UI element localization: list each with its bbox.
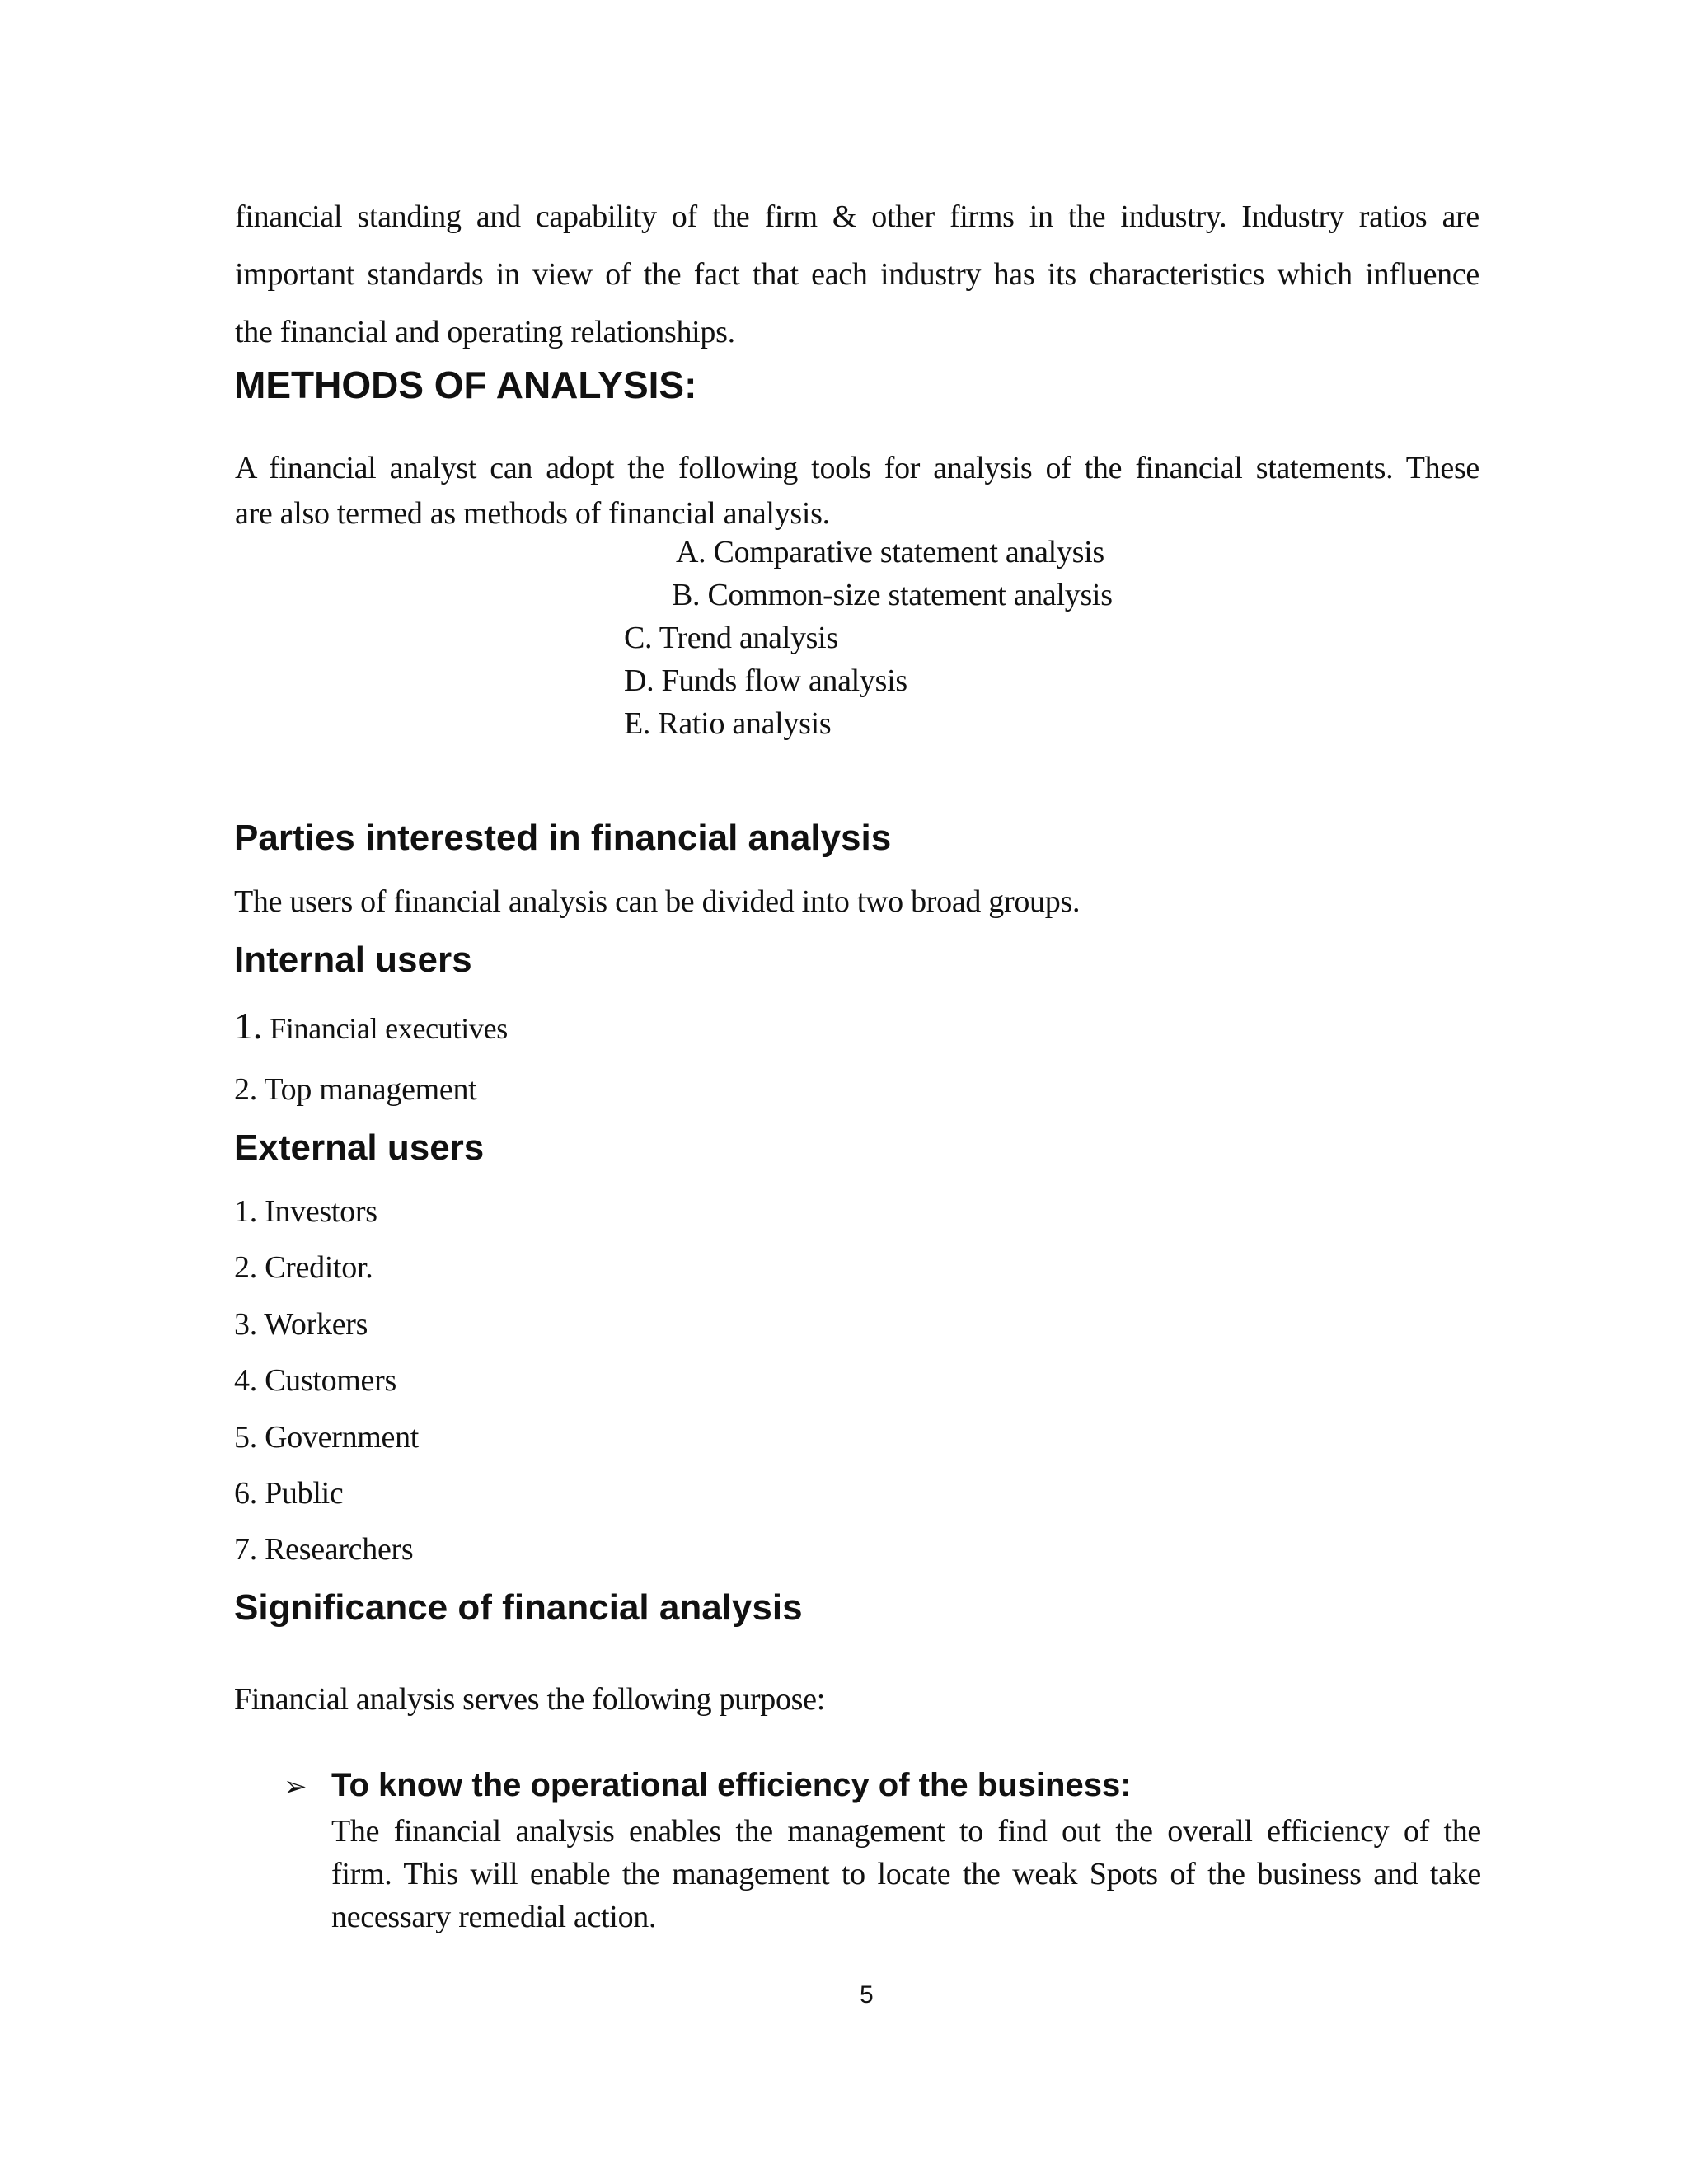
internal-user-number: 2. [234, 1072, 257, 1107]
bullet-line-2: firm. This will enable the management to locate the weak Spots of the business and take [331, 1857, 1481, 1891]
external-user-item: 6. Public [234, 1476, 344, 1511]
methods-item-a: A. Comparative statement analysis [676, 535, 1104, 569]
arrow-bullet-icon: ➢ [284, 1770, 307, 1803]
methods-intro [235, 446, 1479, 537]
methods-item-d: D. Funds flow analysis [624, 663, 907, 698]
methods-intro-line-1: A financial analyst can adopt the following tools for analysis of the financial statements. These [235, 451, 1479, 485]
external-users-heading: External users [234, 1127, 485, 1168]
external-user-item: 3. Workers [234, 1307, 368, 1342]
significance-intro: Financial analysis serves the following purpose: [234, 1682, 825, 1717]
internal-user-number: 1. [234, 1005, 262, 1047]
parties-text: The users of financial analysis can be divided into two broad groups. [234, 884, 1081, 919]
bullet-line-1: The financial analysis enables the management to find out the overall efficiency of the [331, 1814, 1481, 1849]
methods-item-b: B. Common-size statement analysis [672, 578, 1113, 612]
internal-user-label: Financial executives [270, 1012, 509, 1045]
intro-paragraph [235, 188, 1479, 361]
intro-line-2: important standards in view of the fact that each industry has its characteristics which influence [235, 257, 1479, 292]
page-number: 5 [860, 1981, 874, 2008]
bullet-body [331, 1810, 1481, 1938]
intro-line-3: the financial and operating relationships. [235, 315, 735, 349]
significance-heading: Significance of financial analysis [234, 1587, 803, 1628]
external-user-item: 7. Researchers [234, 1532, 414, 1567]
methods-item-c: C. Trend analysis [624, 621, 838, 655]
external-user-item: 1. Investors [234, 1194, 377, 1229]
internal-user-label: Top management [264, 1072, 477, 1107]
parties-heading: Parties interested in financial analysis [234, 818, 892, 858]
internal-user-item [234, 1071, 476, 1108]
external-user-item: 5. Government [234, 1420, 420, 1455]
internal-users-heading: Internal users [234, 940, 472, 980]
bullet-line-3: necessary remedial action. [331, 1900, 657, 1934]
bullet-title: To know the operational efficiency of the business: [331, 1767, 1132, 1803]
methods-intro-line-2: are also termed as methods of financial analysis. [235, 496, 830, 531]
external-user-item: 4. Customers [234, 1363, 396, 1398]
external-user-item: 2. Creditor. [234, 1250, 373, 1285]
methods-item-e: E. Ratio analysis [624, 706, 832, 741]
internal-user-item [234, 1004, 508, 1047]
methods-heading: METHODS OF ANALYSIS: [234, 363, 697, 406]
intro-line-1: financial standing and capability of the firm & other firms in the industry. Industry ratios are [235, 199, 1479, 234]
